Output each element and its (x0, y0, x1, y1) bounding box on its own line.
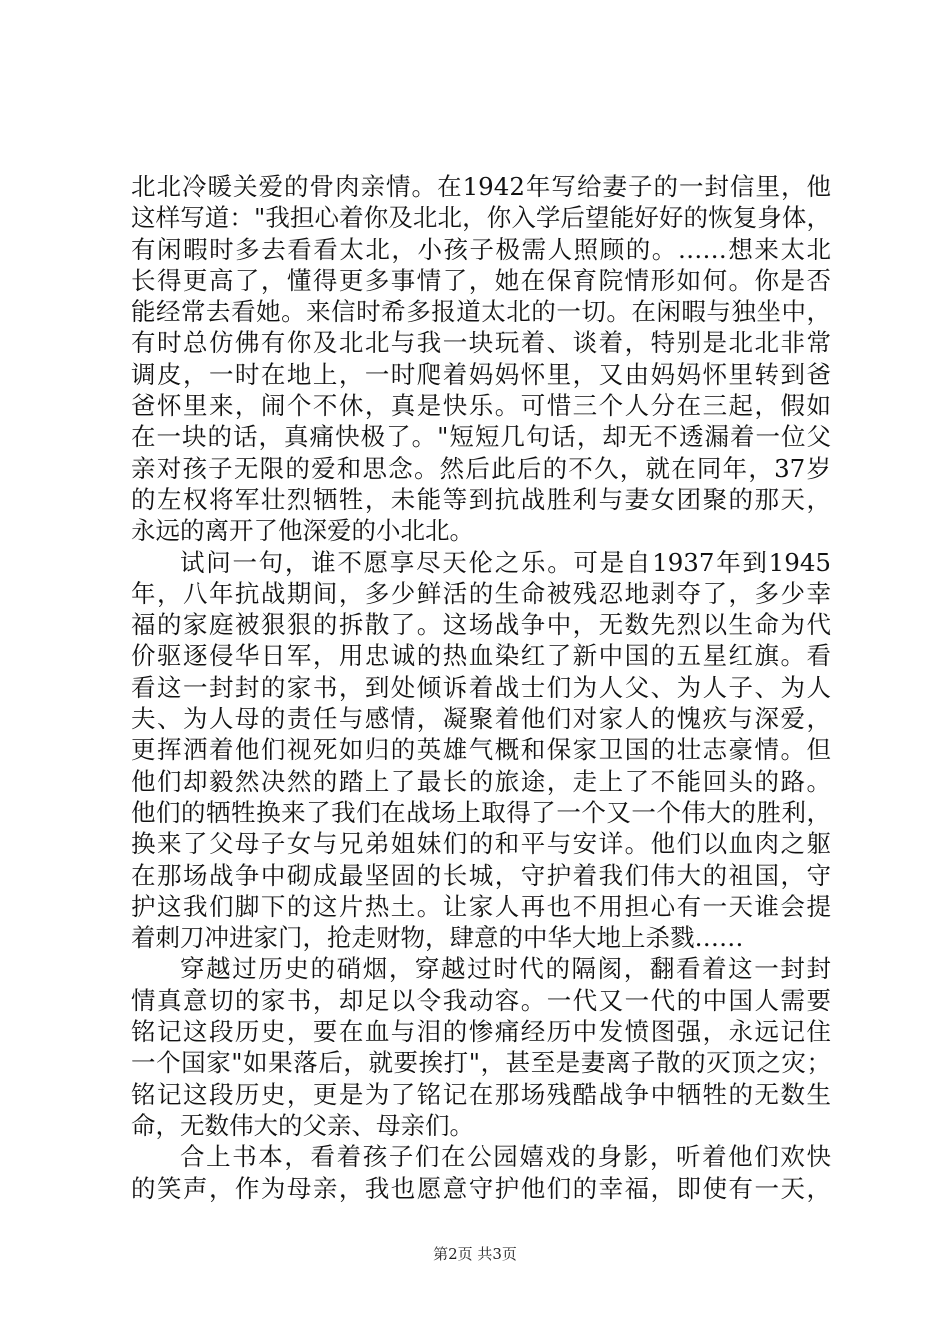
text-line: 试问一句，谁不愿享尽天伦之乐。可是自1937年到1945 (180, 547, 831, 577)
text-line: 看这一封封的家书，到处倾诉着战士们为人父、为人子、为人 (131, 672, 831, 702)
text-line: 有闲暇时多去看看太北，小孩子极需人照顾的。……想来太北 (131, 234, 831, 264)
text-line: 有时总仿佛有你及北北与我一块玩着、谈着，特别是北北非常 (131, 328, 831, 358)
text-line: 一个国家"如果落后，就要挨打"，甚至是妻离子散的灭顶之灾； (131, 1048, 831, 1078)
paragraph-3 (131, 953, 831, 1141)
text-line: 爸怀里来，闹个不休，真是快乐。可惜三个人分在三起，假如 (131, 391, 831, 421)
text-line: 他们的牺牲换来了我们在战场上取得了一个又一个伟大的胜利， (131, 797, 831, 827)
text-line: 他们却毅然决然的踏上了最长的旅途，走上了不能回头的路。 (131, 766, 831, 796)
text-line: 福的家庭被狠狠的拆散了。这场战争中，无数先烈以生命为代 (131, 610, 831, 640)
text-line: 的笑声，作为母亲，我也愿意守护他们的幸福，即使有一天， (131, 1173, 831, 1203)
text-line: 穿越过历史的硝烟，穿越过时代的隔阂，翻看着这一封封 (180, 954, 831, 984)
text-line: 铭记这段历史，要在血与泪的惨痛经历中发愤图强，永远记住 (131, 1017, 831, 1047)
text-line: 的左权将军壮烈牺牲，未能等到抗战胜利与妻女团聚的那天， (131, 484, 831, 514)
paragraph-1 (131, 171, 831, 547)
text-line: 在那场战争中砌成最坚固的长城，守护着我们伟大的祖国，守 (131, 860, 831, 890)
text-line: 命，无数伟大的父亲、母亲们。 (131, 1110, 474, 1140)
text-line: 情真意切的家书，却足以令我动容。一代又一代的中国人需要 (131, 985, 831, 1015)
text-line: 长得更高了，懂得更多事情了，她在保育院情形如何。你是否 (131, 265, 831, 295)
text-line: 合上书本，看着孩子们在公园嬉戏的身影，听着他们欢快 (180, 1142, 831, 1172)
text-line: 价驱逐侵华日军，用忠诚的热血染红了新中国的五星红旗。看 (131, 641, 831, 671)
paragraph-4 (131, 1141, 831, 1204)
text-line: 护这我们脚下的这片热土。让家人再也不用担心有一天谁会提 (131, 891, 831, 921)
document-body (131, 171, 831, 1204)
text-line: 换来了父母子女与兄弟姐妹们的和平与安详。他们以血肉之躯 (131, 829, 831, 859)
text-line: 调皮，一时在地上，一时爬着妈妈怀里，又由妈妈怀里转到爸 (131, 359, 831, 389)
text-line: 夫、为人母的责任与感情，凝聚着他们对家人的愧疚与深爱， (131, 704, 831, 734)
text-line: 能经常去看她。来信时希多报道太北的一切。在闲暇与独坐中， (131, 297, 831, 327)
text-line: 更挥洒着他们视死如归的英雄气概和保家卫国的壮志豪情。但 (131, 735, 831, 765)
text-line: 永远的离开了他深爱的小北北。 (131, 516, 474, 546)
text-line: 年，八年抗战期间，多少鲜活的生命被残忍地剥夺了，多少幸 (131, 578, 831, 608)
text-line: 着刺刀冲进家门，抢走财物，肆意的中华大地上杀戮…… (131, 923, 744, 953)
text-line: 在一块的话，真痛快极了。"短短几句话，却无不透漏着一位父 (131, 422, 831, 452)
paragraph-2 (131, 547, 831, 954)
text-line: 这样写道："我担心着你及北北，你入学后望能好好的恢复身体， (131, 203, 831, 233)
text-line: 北北冷暖关爱的骨肉亲情。在1942年写给妻子的一封信里，他 (131, 172, 831, 201)
text-line: 铭记这段历史，更是为了铭记在那场残酷战争中牺牲的无数生 (131, 1079, 831, 1109)
text-line: 亲对孩子无限的爱和思念。然后此后的不久，就在同年，37岁 (131, 453, 831, 483)
page-footer: 第2页 共3页 (433, 1245, 517, 1263)
